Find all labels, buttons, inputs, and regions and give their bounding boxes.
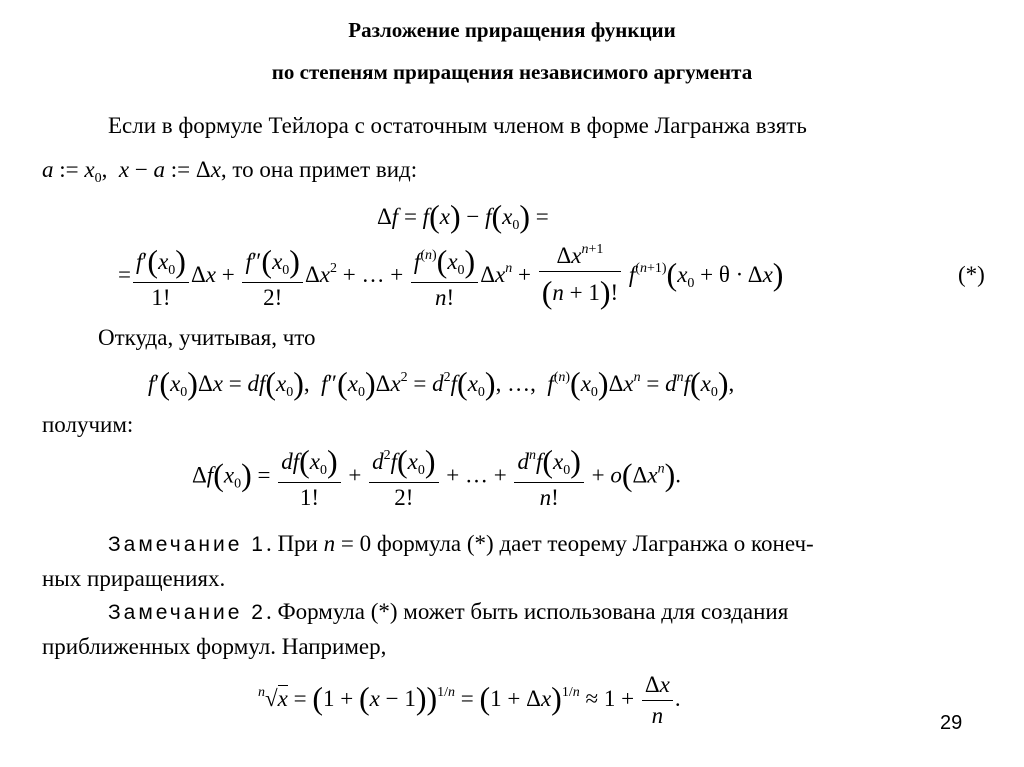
remark-1-line-1: Замечание 1. При n = 0 формула (*) дает теорему Лагранжа о конеч- bbox=[108, 531, 814, 556]
formula-differentials: $f'(x_0)\Delta x = df(x_0)$, $f''(x_0)\Delta x^2 = d^2f(x_0)$, …, $f^{(n)}(x_0)\Delta x^n = d^nf(x_0)$, bbox=[148, 365, 735, 401]
obtain-text: получим: bbox=[42, 412, 134, 437]
whence-text: Откуда, учитывая, что bbox=[98, 325, 316, 350]
remark-1-line-2: ных приращениях. bbox=[42, 566, 226, 591]
formula-taylor-expansion: = $\frac{f'(x_0)}{1!}$ Δx + $\frac{f''(x_0)}{2!}$ $\Delta x^2$ + … + $\frac{f^{(n)}(x_0)}{n!}$ $\Delta x^n$ + $\frac{\Delta x^{n+1}}{(n + 1)!}$ $f^{(n+1)}(x_0 + \theta \cdot \Delta x)$ bbox=[118, 242, 784, 310]
page-number: 29 bbox=[940, 712, 963, 734]
remark-1-text-b: формула (*) дает теорему Лагранжа о конеч- bbox=[371, 531, 814, 556]
formula-tag: (*) bbox=[958, 262, 985, 287]
remark-2-line-1 bbox=[108, 599, 788, 625]
remark-1-text-a: . При bbox=[265, 531, 324, 556]
remark-2-text-a: . Формула (*) может быть использована для создания bbox=[265, 599, 789, 624]
remark-2-line-2: приближенных формул. Например, bbox=[42, 634, 387, 659]
intro-line-2-text: , то она примет вид: bbox=[220, 157, 418, 182]
formula-delta-f: $\Delta f = f(x) - f(x_0)$ = bbox=[377, 198, 549, 234]
remark-1-label: Замечание 1 bbox=[108, 533, 266, 556]
page-title: Разложение приращения функции bbox=[348, 18, 676, 42]
intro-line-2: a := $x_0$, x − a := Δx, то она примет вид: bbox=[42, 157, 418, 186]
formula-result: $\Delta f(x_0)$ = $\frac{df(x_0)}{1!}$ + $\frac{d^2f(x_0)}{2!}$ + … + $\frac{d^nf(x_0)}{n!}$ + $o(\Delta x^n)$. bbox=[192, 443, 681, 510]
remark-2-label: Замечание 2 bbox=[108, 601, 266, 624]
formula-root-approximation: $^n√x = (1 + (x - 1))^{1/n} = (1 + \Delta x)^{1/n} \approx 1$ + $\frac{\Delta x}{n}$ . bbox=[258, 672, 681, 728]
intro-line-1: Если в формуле Тейлора с остаточным членом в форме Лагранжа взять bbox=[108, 113, 807, 138]
page-subtitle: по степеням приращения независимого аргумента bbox=[271, 60, 753, 84]
